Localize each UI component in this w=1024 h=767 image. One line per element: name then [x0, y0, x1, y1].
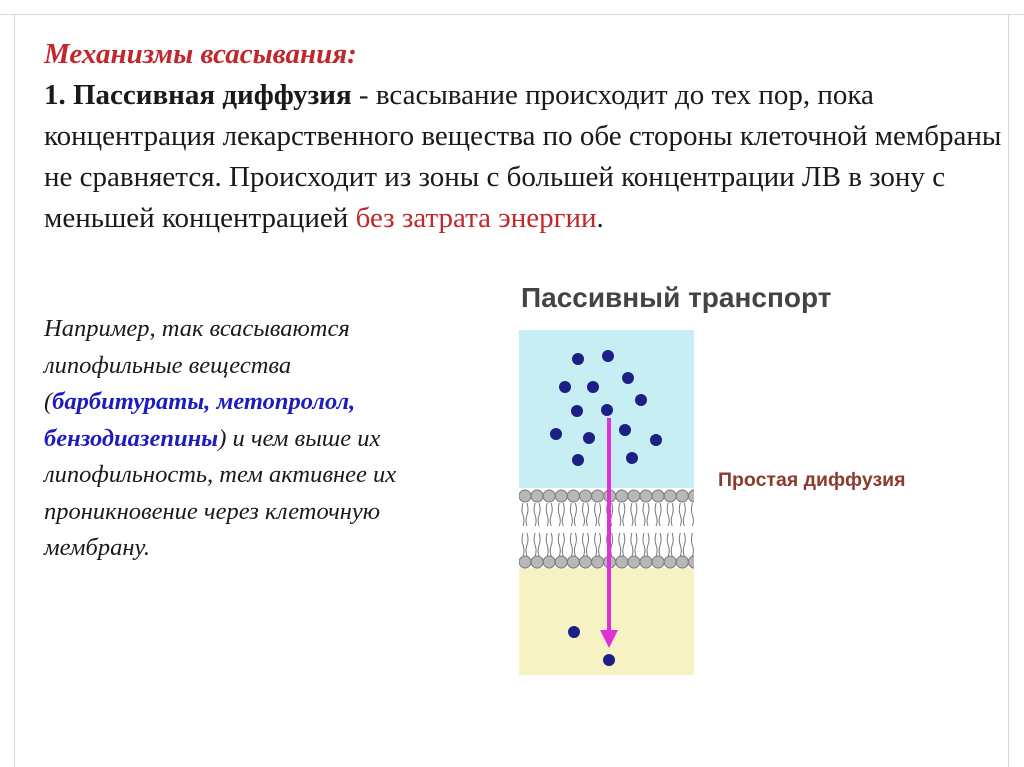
lipid-head — [640, 556, 652, 568]
example-intro: Например, так всасываются липофильные вещества ( — [44, 315, 350, 415]
lipid-head — [519, 556, 531, 568]
lipid-head — [555, 556, 567, 568]
lipid-head — [580, 490, 592, 502]
item-text: - всасывание происходит до тех пор, пока концентрация лекарственного вещества по обе стороны клеточной мембраны не сравняется. Происходит из зоны с большей концентрации ЛВ в зону с меньшей концентрацией — [44, 79, 1002, 234]
molecule — [635, 394, 647, 406]
lipid-head — [664, 556, 676, 568]
lipid-head — [555, 490, 567, 502]
example-paragraph — [44, 311, 404, 567]
lipid-head — [640, 490, 652, 502]
molecule — [626, 452, 638, 464]
molecule — [622, 372, 634, 384]
lipid-head — [676, 490, 688, 502]
drug-metoprolol: метопролол, — [216, 388, 356, 415]
molecule — [583, 432, 595, 444]
item-end: . — [596, 202, 604, 234]
frame-top-border — [0, 14, 1024, 15]
molecule — [572, 454, 584, 466]
molecule — [650, 434, 662, 446]
lipid-head — [531, 556, 543, 568]
molecule — [572, 353, 584, 365]
diagram-title: Пассивный транспорт — [521, 282, 832, 313]
lipid-head — [580, 556, 592, 568]
molecule — [550, 428, 562, 440]
heading-block — [44, 34, 1004, 239]
molecule — [602, 350, 614, 362]
molecule — [559, 381, 571, 393]
lipid-head — [664, 490, 676, 502]
lipid-head — [543, 490, 555, 502]
lipid-head — [567, 490, 579, 502]
lipid-head — [519, 490, 531, 502]
frame-left-border — [14, 14, 15, 767]
lipid-head — [628, 556, 640, 568]
lipid-head — [676, 556, 688, 568]
molecule — [571, 405, 583, 417]
molecule — [587, 381, 599, 393]
lipid-head — [628, 490, 640, 502]
lipid-head — [652, 490, 664, 502]
lipid-head — [616, 490, 628, 502]
lipid-head — [543, 556, 555, 568]
molecule — [601, 404, 613, 416]
lipid-head — [652, 556, 664, 568]
lipid-head — [567, 556, 579, 568]
drug-benzodiazepines: бензодиазепины — [44, 424, 219, 452]
passive-transport-diagram — [519, 330, 694, 675]
diagram-label: Простая диффузия — [718, 469, 906, 491]
molecule — [568, 626, 580, 638]
lipid-head — [592, 490, 604, 502]
item-emphasis: без затрата энергии — [355, 202, 597, 234]
lipid-head — [531, 490, 543, 502]
item-number: 1. — [44, 79, 66, 111]
section-title: Механизмы всасывания: — [44, 38, 357, 70]
drug-barbiturates: барбитураты, — [52, 388, 211, 415]
example-outro: ) и чем выше их липофильность, тем активнее их проникновение через клеточную мембрану. — [44, 424, 397, 561]
molecule — [619, 424, 631, 436]
molecule — [603, 654, 615, 666]
frame-right-border — [1008, 14, 1009, 767]
item-term: Пассивная диффузия — [73, 79, 352, 111]
lipid-head — [592, 556, 604, 568]
lipid-head — [616, 556, 628, 568]
